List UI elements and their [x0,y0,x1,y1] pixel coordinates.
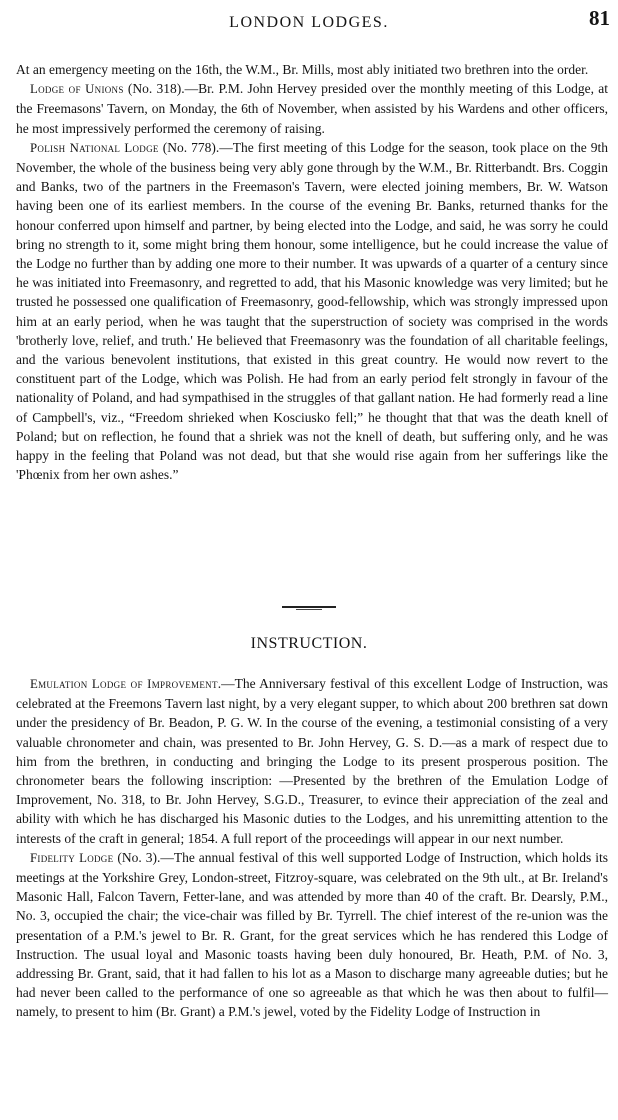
paragraph-text: (No. 3).—The annual festival of this well supported Lodge of Instruction, which holds its meetings at the Yorkshire Grey, London-street, Fitzroy-square, was celebrated on the 9th ult., at Br. Ireland's Masonic Hall, Falcon Tavern, Fetter-lane, and was attended by more than 40 of the craft. Br. Dearsly, P.M., No. 3, occupied the chair; the vice-chair was filled by Br. Tyrrell. The chief interest of the re-union was the presentation of a P.M.'s jewel to Br. R. Grant, for the great services which he has rendered this Lodge of Instruction. The usual loyal and Masonic toasts having been duly honoured, Br. Heath, P.M. of No. 3, addressing Br. Grant, said, that it had fallen to his lot as a Mason to discharge many agreeable duties; but he had never been called to the performance of one so agreeable as that which he was then about to fulfil—namely, to present to him (Br. Grant) a P.M.'s jewel, voted by the Fidelity Lodge of Instruction in [16,849,608,1020]
lodge-name: Fidelity Lodge [30,850,114,865]
paragraph-emergency-meeting [16,60,608,79]
paragraph-lodge-of-unions [16,79,608,138]
instruction-reports [16,674,608,1022]
paragraph-polish-national-lodge [16,138,608,485]
page-number: 81 [589,6,610,30]
paragraph-fidelity-lodge [16,848,608,1022]
section-heading-instruction: INSTRUCTION. [250,635,368,652]
section-divider-rule [282,606,336,608]
lodges-reports [16,60,608,484]
lodge-name: Lodge of Unions [30,82,124,97]
paragraph-emulation-lodge [16,674,608,848]
paragraph-text: .—The Anniversary festival of this excellent Lodge of Instruction, was celebrated at the Freemons Tavern last night, by a very elegant supper, to which about 200 brethren sat down under the presidency of Br. Beadon, P. G. W. In the course of the evening, a testimonial consisting of a very valuable chronometer and chain, was presented to Br. John Hervey, G. S. D.—as a mark of respect due to him from the brethren, in conducting and bringing the Lodge to its present prosperous position. The chronometer bears the following inscription: —Presented by the brethren of the Emulation Lodge of Improvement, No. 318, to Br. John Hervey, S.G.D., Treasurer, to evince their appreciation of the zeal and ability with which he has discharged his Masonic duties to the Lodges, and his unremitting attention to the interests of the craft in general; 1854. A full report of the proceedings will appear in our next number. [16,676,608,846]
page-header [0,6,618,36]
paragraph-text: (No. 318).—Br. P.M. John Hervey presided over the monthly meeting of this Lodge, at the Freemasons' Tavern, on Monday, the 6th of November, when assisted by his Wardens and other officers, he most impressively performed the ceremony of raising. [16,81,608,136]
lodge-name: Emulation Lodge of Improvement [30,677,218,691]
running-title: LONDON LODGES. [229,14,389,31]
paragraph-text: (No. 778).—The first meeting of this Lodge for the season, took place on the 9th November, the whole of the business being very ably gone through by the W.M., Br. Ritterbandt. Brs. Coggin and Banks, two of the partners in the Freemason's Tavern, were elected joining members, Br. W. Watson having been one of its earliest members. In the course of the evening Br. Banks, returned thanks for the honour conferred upon himself and partner, by being elected into the Lodge, and said, he was sorry he could bring no strength to it, some might bring them honour, some intelligence, but he could increase the value of the Lodge no further than by adding one more to their number. It was upwards of a quarter of a century since he was initiated into Freemasonry, and regretted to add, that his Masonic knowledge was very limited; but he trusted he possessed one qualification of Freemasonry, good-fellowship, which was strongly impressed upon him at an early period, when he was taught that the superstruction of society was comprised in the words 'brotherly love, relief, and truth.' He believed that Freemasonry was the foundation of all charitable feelings, and the various benevolent institutions, that existed in this great country. He would now revert to the constituent part of the Lodge, which was Polish. He had from an early period felt strongly in favour of the nationality of Poland, and had sympathised in the struggles of that gallant nation. He had formerly read a line of Campbell's, viz., “Freedom shrieked when Kosciusko fell;” he thought that that was the death knell of Poland; but on reflection, he found that a shriek was not the knell of death, but suffering only, and he was happy in the feeling that Poland was not dead, but that she would rise again from her sufferings like the 'Phœnix from her own ashes.” [16,139,608,483]
paragraph-text: At an emergency meeting on the 16th, the W.M., Br. Mills, most ably initiated two brethren into the order. [16,62,589,77]
lodge-name: Polish National Lodge [30,140,159,155]
